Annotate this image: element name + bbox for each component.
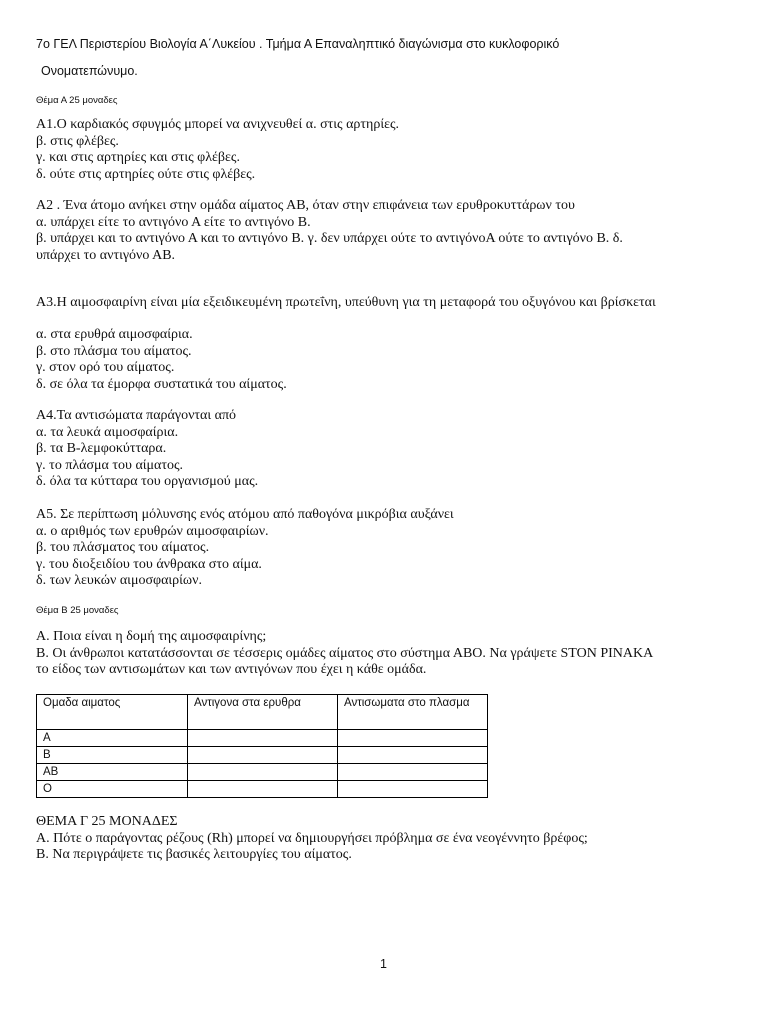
question-line: Α2 . Ένα άτομο ανήκει στην ομάδα αίματος ΑΒ, όταν στην επιφάνεια των ερυθροκυττάρων του [36, 198, 575, 213]
answer-option: δ. ούτε στις αρτηρίες ούτε στις φλέβες. [36, 166, 256, 182]
answer-option: α. τα λευκά αιμοσφαίρια. [36, 424, 179, 440]
table-cell: Ο [37, 781, 188, 798]
answer-option: υπάρχει το αντιγόνο ΑΒ. [36, 247, 176, 263]
question-a5 [36, 507, 454, 590]
question-a2 [36, 198, 623, 264]
table-row [37, 781, 488, 798]
answer-option: α. ο αριθμός των ερυθρών αιμοσφαιρίων. [36, 523, 269, 539]
theme-b-heading: Θέμα Β 25 μοναδες [36, 605, 119, 616]
theme-c-section [36, 814, 588, 864]
document-header: 7ο ΓΕΛ Περιστερίου Βιολογία Α΄Λυκείου . Τμήμα Α Επαναληπτικό διαγώνισμα στο κυκλοφορικό [36, 37, 560, 51]
table-cell [188, 764, 338, 781]
question-line: Β. Οι άνθρωποι κατατάσσονται σε τέσσερις ομάδες αίματος στο σύστημα ΑΒΟ. Να γράψετε STON PINAKA [36, 645, 654, 661]
table-row [37, 730, 488, 747]
answer-option: β. στο πλάσμα του αίματος. [36, 343, 192, 359]
table-header-cell: Αντιγονα στα ερυθρα [188, 695, 338, 730]
answer-option: γ. και στις αρτηρίες και στις φλέβες. [36, 150, 240, 166]
answer-option: γ. το πλάσμα του αίματος. [36, 457, 184, 473]
question-line: Α. Ποια είναι η δομή της αιμοσφαιρίνης; [36, 629, 267, 644]
table-cell [188, 730, 338, 747]
table-header-cell: Αντισωματα στο πλασμα [338, 695, 488, 730]
table-cell [188, 781, 338, 798]
question-a3-options [36, 327, 287, 393]
question-line: Α4.Τα αντισώματα παράγονται από [36, 408, 237, 423]
answer-option: δ. όλα τα κύτταρα του οργανισμού μας. [36, 474, 259, 490]
abo-blood-group-table [36, 694, 488, 798]
question-line: Β. Να περιγράψετε τις βασικές λειτουργίες του αίματος. [36, 847, 352, 863]
table-cell [338, 747, 488, 764]
question-line: Α1.Ο καρδιακός σφυγμός μπορεί να ανιχνευθεί α. στις αρτηρίες. [36, 117, 400, 132]
question-line: Α3.Η αιμοσφαιρίνη είναι μία εξειδικευμένη πρωτεΐνη, υπεύθυνη για τη μεταφορά του οξυγόνου και βρίσκεται [36, 295, 656, 310]
answer-option: α. υπάρχει είτε το αντιγόνο Α είτε το αντιγόνο Β. [36, 214, 311, 230]
table-cell [338, 730, 488, 747]
table-cell: ΑΒ [37, 764, 188, 781]
table-cell [188, 747, 338, 764]
table-cell [338, 781, 488, 798]
theme-a-heading: Θέμα Α 25 μοναδες [36, 95, 118, 106]
answer-option: β. τα Β-λεμφοκύτταρα. [36, 441, 167, 457]
student-name-label: Ονοματεπώνυμο. [41, 64, 138, 78]
question-line: το είδος των αντισωμάτων και των αντιγόνων που έχει η κάθε ομάδα. [36, 662, 427, 678]
question-line: Α. Πότε ο παράγοντας ρέζους (Rh) μπορεί να δημιουργήσει πρόβλημα σε ένα νεογέννητο βρέφος; [36, 830, 588, 846]
page-number: 1 [380, 957, 387, 971]
table-row [37, 764, 488, 781]
answer-option: α. στα ερυθρά αιμοσφαίρια. [36, 327, 193, 342]
question-line: Α5. Σε περίπτωση μόλυνσης ενός ατόμου από παθογόνα μικρόβια αυξάνει [36, 507, 454, 522]
table-cell [338, 764, 488, 781]
answer-option: δ. σε όλα τα έμορφα συστατικά του αίματος. [36, 376, 287, 392]
question-a1 [36, 117, 399, 183]
answer-option: β. στις φλέβες. [36, 133, 119, 149]
answer-option: γ. στον ορό του αίματος. [36, 360, 175, 376]
table-header-cell: Ομαδα αιματος [37, 695, 188, 730]
table-header-row [37, 695, 488, 730]
answer-option: γ. του διοξειδίου του άνθρακα στο αίμα. [36, 556, 262, 572]
question-a4 [36, 408, 258, 491]
answer-option: β. του πλάσματος του αίματος. [36, 540, 210, 556]
table-cell: Α [37, 730, 188, 747]
answer-option: β. υπάρχει και το αντιγόνο Α και το αντιγόνο Β. γ. δεν υπάρχει ούτε το αντιγόνοΑ ούτε το αντιγόνο Β. δ. [36, 231, 623, 247]
table-row [37, 747, 488, 764]
table-cell: Β [37, 747, 188, 764]
theme-b-questions [36, 629, 653, 679]
answer-option: δ. των λευκών αιμοσφαιρίων. [36, 573, 202, 589]
theme-c-heading: ΘΕΜΑ Γ 25 ΜΟΝΑΔΕΣ [36, 814, 178, 829]
question-a3 [36, 295, 656, 312]
